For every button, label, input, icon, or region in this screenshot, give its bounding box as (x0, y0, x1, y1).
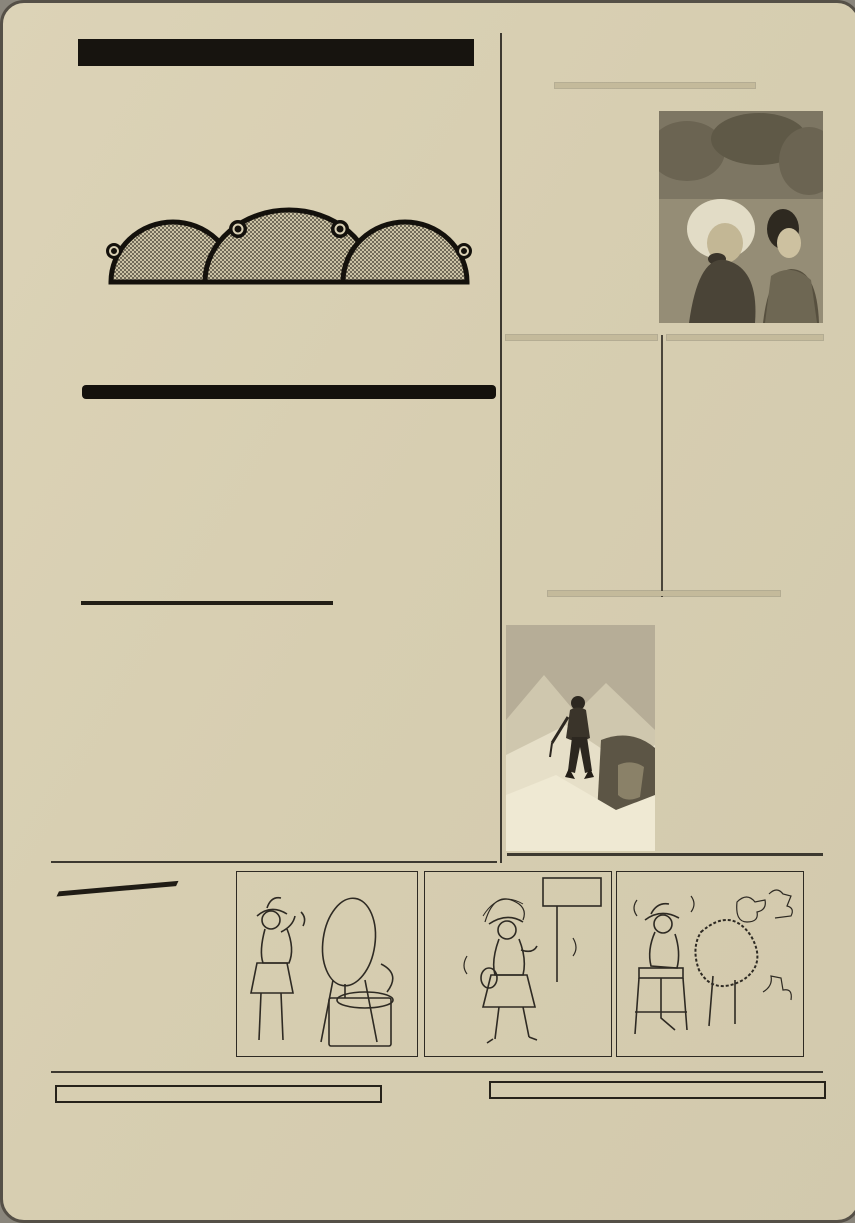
photo-everest (506, 625, 655, 851)
poziomo-column (51, 433, 201, 437)
comic-logo (58, 879, 254, 975)
film-title-beethoven (506, 335, 657, 340)
intro-column-3 (356, 91, 498, 95)
rule-left (51, 861, 497, 863)
puzzle-headline-band (78, 39, 474, 66)
intro-column-2 (208, 91, 350, 95)
film-title-pokoj (555, 83, 755, 88)
solutions-column (356, 431, 500, 439)
footer-right-box (489, 1081, 826, 1099)
photo-pokoj-i-przyjazn (659, 111, 823, 323)
column-divider (500, 33, 502, 863)
footer-left-box (55, 1085, 382, 1103)
logogryf-base-bar (82, 385, 496, 399)
mini-column-divider (661, 335, 663, 597)
comic-panel-1 (236, 871, 418, 1057)
film-title-ukraina (667, 335, 823, 340)
rule-right (507, 853, 823, 856)
arch-right (343, 222, 467, 282)
intro-column-1 (51, 91, 201, 96)
film-title-everest (548, 591, 780, 596)
comic-panel-2 (424, 871, 612, 1057)
crossword-grid (81, 601, 333, 605)
rule-footer (51, 1071, 823, 1073)
comic-logo-underline (57, 881, 179, 897)
logogryf-figure (78, 199, 500, 405)
comic-panel-3 (616, 871, 804, 1057)
pionowo-column (211, 433, 357, 437)
